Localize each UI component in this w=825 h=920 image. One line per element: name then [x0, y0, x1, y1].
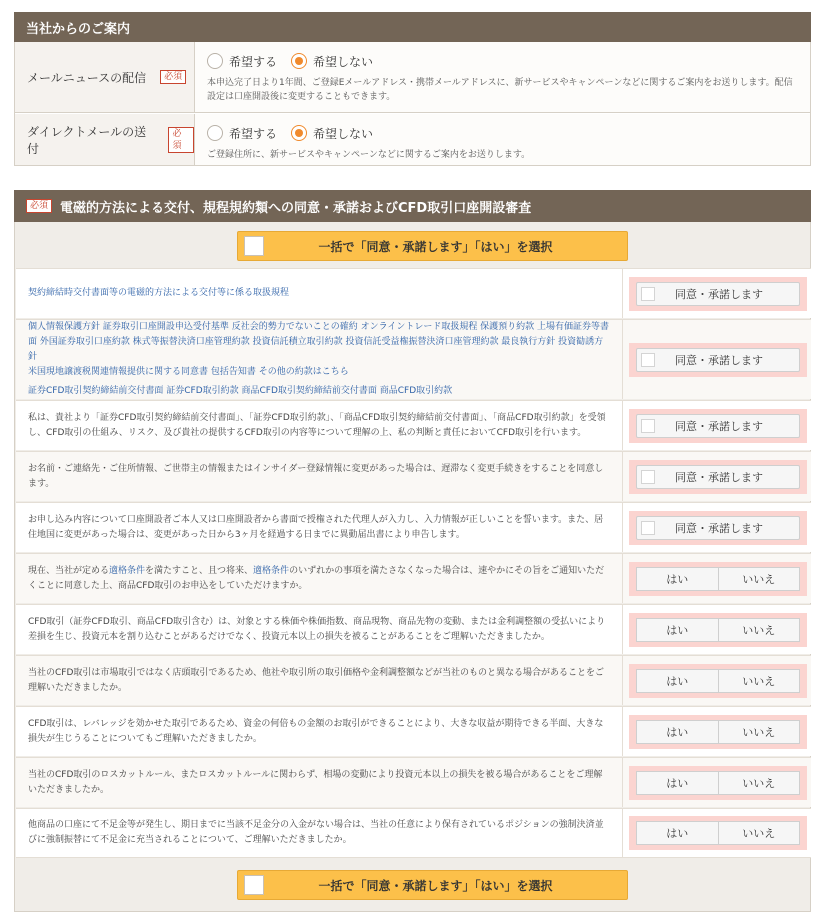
field-label-cell — [15, 42, 195, 112]
consent-row — [16, 319, 811, 399]
document-links-line[interactable]: 証券CFD取引契約締結前交付書面 証券CFD取引約款 商品CFD取引契約締結前交付書面 商品CFD取引約款 — [28, 386, 453, 396]
agree-control — [629, 277, 807, 311]
info-box — [14, 42, 811, 166]
mail-news-row — [15, 42, 810, 113]
direct-mail-radio-yes[interactable] — [207, 125, 277, 142]
eligibility-link[interactable]: 適格条件 — [109, 565, 146, 576]
yes-no-control — [629, 715, 807, 749]
agree-checkbox[interactable] — [641, 521, 655, 535]
answer-cell — [622, 320, 811, 399]
question-text: CFD取引は、レバレッジを効かせた取引であるため、資金の何倍もの金額のお取引ができることにより、大きな収益が期待できる半面、大きな損失が生じうることについてもご理解いただきましたか。 — [16, 707, 622, 756]
no-button[interactable]: いいえ — [719, 821, 801, 845]
question-row — [16, 604, 811, 654]
consent-row — [16, 451, 811, 501]
consent-text: 私は、貴社より「証券CFD取引契約締結前交付書面」、「証券CFD取引約款」、「商品CFD取引契約締結前交付書面」、「商品CFD取引約款」を受領し、CFD取引の仕組み、リスク、及び貴社の提供するCFD取引の内容等について理解の上、私の判断と責任においてCFD取引を行います。 — [16, 401, 622, 450]
agree-button[interactable] — [636, 414, 800, 438]
agree-control — [629, 460, 807, 494]
required-badge: 必須 — [160, 70, 186, 84]
no-button[interactable]: いいえ — [719, 618, 801, 642]
yes-no-control — [629, 664, 807, 698]
yes-no-control — [629, 816, 807, 850]
agree-label: 同意・承諾します — [675, 353, 763, 367]
question-text: 当社のCFD取引は市場取引ではなく店頭取引であるため、他社や取引所の取引価格や金利調整額などが当社のものと異なる場合があることをご理解いただきましたか。 — [16, 656, 622, 705]
radio-label: 希望しない — [313, 126, 374, 141]
consent-text: お名前・ご連絡先・ご住所情報、ご世帯主の情報またはインサイダー登録情報に変更があった場合は、遅滞なく変更手続きをすることを同意します。 — [16, 452, 622, 501]
document-link[interactable]: 契約締結時交付書面等の電磁的方法による交付等に係る取扱規程 — [28, 288, 290, 298]
agree-label: 同意・承諾します — [675, 287, 763, 301]
agree-checkbox[interactable] — [641, 419, 655, 433]
consent-text: お申し込み内容について口座開設者ご本人又は口座開設者から書面で授権された代理人が入力し、入力情報が正しいことを誓います。また、居住地国に変更があった場合は、変更があった日から3ヶ月を経過する日までに異動届出書により申告します。 — [16, 503, 622, 552]
mail-news-radio-no[interactable] — [291, 53, 373, 70]
agree-button[interactable] — [636, 348, 800, 372]
no-button[interactable]: いいえ — [719, 771, 801, 795]
text-part: を満たすこと、且つ将来、 — [145, 565, 254, 576]
yes-button[interactable]: はい — [636, 669, 719, 693]
eligibility-link[interactable]: 適格条件 — [253, 565, 290, 576]
agree-label: 同意・承諾します — [675, 419, 763, 433]
agree-control — [629, 511, 807, 545]
section-title: 電磁的方法による交付、規程規約類への同意・承諾およびCFD取引口座開設審査 — [60, 200, 532, 216]
question-row — [16, 553, 811, 603]
yes-button[interactable]: はい — [636, 720, 719, 744]
answer-cell — [622, 605, 811, 654]
yes-no-control — [629, 562, 807, 596]
answer-cell — [622, 269, 811, 318]
document-links-line[interactable]: 面 外国証券取引口座約款 株式等振替決済口座管理約款 投資信託積立取引約款 投資信託受益権振替決済口座管理約款 最良執行方針 投資勧誘方針 — [28, 337, 604, 362]
radio-dot[interactable] — [207, 53, 223, 69]
required-badge: 必須 — [168, 127, 194, 153]
section-header-info — [14, 12, 811, 42]
direct-mail-label: ダイレクトメールの送付 — [27, 124, 147, 156]
mail-news-radio-yes[interactable] — [207, 53, 277, 70]
radio-dot[interactable] — [207, 125, 223, 141]
question-text: 当社のCFD取引のロスカットルール、またロスカットルールに関わらず、相場の変動により投資元本以上の損失を被る場合があることをご理解いただきましたか。 — [16, 758, 622, 807]
mail-news-note: 本申込完了日より1年間、ご登録Eメールアドレス・携帯メールアドレスに、新サービスやキャンペーンなどに関するご案内をお送りします。配信設定は口座開設後に変更することもできます。 — [207, 78, 793, 102]
yes-no-control — [629, 613, 807, 647]
consent-row — [16, 400, 811, 450]
consent-row — [16, 268, 811, 318]
question-row — [16, 757, 811, 807]
mail-news-label: メールニュースの配信 — [27, 70, 147, 85]
question-row — [16, 808, 811, 858]
field-value-cell — [195, 114, 810, 165]
agree-button[interactable] — [636, 282, 800, 306]
question-text: 他商品の口座にて不足金等が発生し、期日までに当該不足金分の入金がない場合は、当社の任意により保有されているポジションの強制決済並びに強制振替にて不足金に充当されることについて、ご理解いただきましたか。 — [16, 809, 622, 857]
document-links-line[interactable]: 米国現地譲渡税関連情報提供に関する同意書 包括告知書 その他の約款はこちら — [28, 367, 349, 377]
section-title: 当社からのご案内 — [26, 21, 131, 37]
agree-checkbox[interactable] — [641, 287, 655, 301]
direct-mail-note: ご登録住所に、新サービスやキャンペーンなどに関するご案内をお送りします。 — [207, 150, 531, 160]
agree-control — [629, 409, 807, 443]
radio-label: 希望する — [229, 54, 278, 69]
text-part: 現在、当社が定める — [28, 565, 110, 576]
question-text — [16, 554, 622, 603]
bulk-select-label: 一括で「同意・承諾します」「はい」を選択 — [318, 239, 553, 254]
answer-cell — [622, 554, 811, 603]
no-button[interactable]: いいえ — [719, 720, 801, 744]
agree-button[interactable] — [636, 465, 800, 489]
answer-cell — [622, 452, 811, 501]
answer-cell — [622, 401, 811, 450]
bulk-select-button-bottom[interactable] — [237, 870, 628, 900]
consent-box — [14, 222, 811, 912]
radio-label: 希望しない — [313, 54, 374, 69]
yes-no-control — [629, 766, 807, 800]
radio-dot-selected[interactable] — [291, 53, 307, 69]
radio-label: 希望する — [229, 126, 278, 141]
bulk-select-label: 一括で「同意・承諾します」「はい」を選択 — [318, 878, 553, 893]
agree-checkbox[interactable] — [641, 470, 655, 484]
consent-row — [16, 502, 811, 552]
answer-cell — [622, 758, 811, 807]
consent-text — [16, 320, 622, 399]
radio-dot-selected[interactable] — [291, 125, 307, 141]
text-part: のいずれかの事項を満たさなくなった場合は、速やかにその旨をご通知いただくことに同意した上、商品CFD取引のお申込をしていただけますか。 — [28, 565, 605, 591]
question-paragraph — [28, 564, 610, 594]
yes-button[interactable]: はい — [636, 618, 719, 642]
yes-button[interactable]: はい — [636, 821, 719, 845]
agree-checkbox[interactable] — [641, 353, 655, 367]
agree-label: 同意・承諾します — [675, 470, 763, 484]
yes-button[interactable]: はい — [636, 771, 719, 795]
question-text: CFD取引（証券CFD取引、商品CFD取引含む）は、対象とする株価や株価指数、商品現物、商品先物の変動、または金利調整額の受払いにより差損を生じ、投資元本を割り込むことがあるだけでなく、投資元本以上の損失を被ることがあることをご理解いただきましたか。 — [16, 605, 622, 654]
field-label-cell — [15, 114, 195, 165]
answer-cell — [622, 503, 811, 552]
bulk-checkbox[interactable] — [244, 875, 264, 895]
no-button[interactable]: いいえ — [719, 669, 801, 693]
mail-news-radios — [207, 50, 798, 72]
section-header-consent — [14, 190, 811, 222]
direct-mail-row — [15, 114, 810, 165]
question-row — [16, 706, 811, 756]
required-badge: 必須 — [26, 199, 52, 213]
direct-mail-radio-no[interactable] — [291, 125, 373, 142]
answer-cell — [622, 707, 811, 756]
consent-text — [16, 269, 622, 318]
bulk-checkbox[interactable] — [244, 236, 264, 256]
agree-control — [629, 343, 807, 377]
answer-cell — [622, 809, 811, 857]
yes-button[interactable]: はい — [636, 567, 719, 591]
agree-button[interactable] — [636, 516, 800, 540]
bulk-select-button-top[interactable] — [237, 231, 628, 261]
answer-cell — [622, 656, 811, 705]
no-button[interactable]: いいえ — [719, 567, 801, 591]
field-value-cell — [195, 42, 810, 112]
agree-label: 同意・承諾します — [675, 521, 763, 535]
document-links-line[interactable]: 個人情報保護方針 証券取引口座開設申込受付基準 反社会的勢力でないことの確約 オンライントレード取扱規程 保護預り約款 上場有価証券等書 — [28, 322, 610, 332]
direct-mail-radios — [207, 122, 798, 144]
question-row — [16, 655, 811, 705]
